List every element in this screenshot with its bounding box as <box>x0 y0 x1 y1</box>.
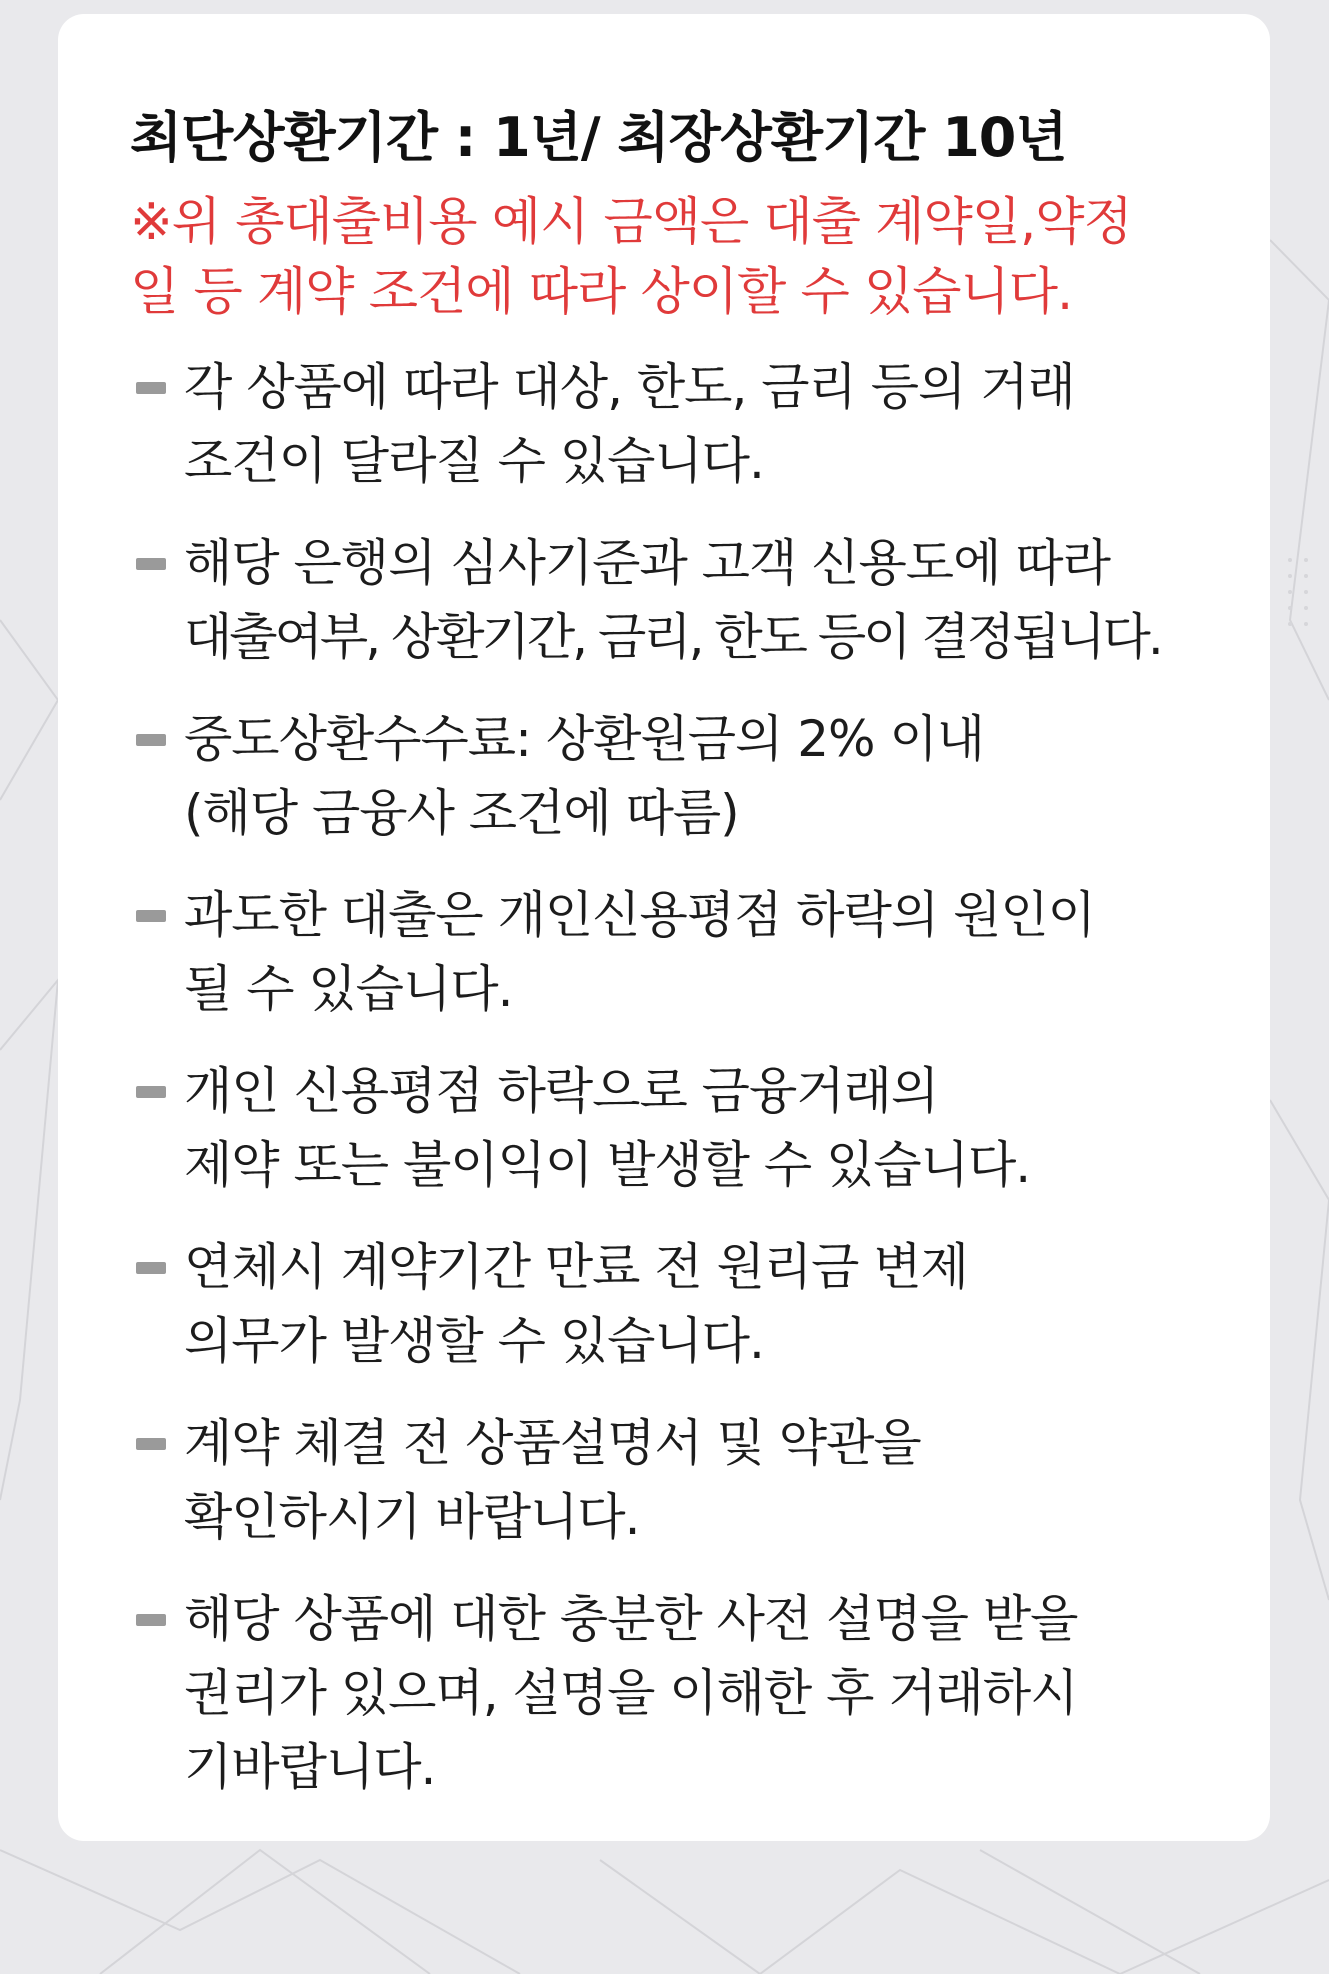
list-item <box>130 1406 1240 1554</box>
dash-bullet-icon <box>136 558 166 570</box>
dash-bullet-icon <box>136 382 166 394</box>
cost-disclaimer-notice <box>130 188 1240 328</box>
notice-card <box>58 14 1270 1841</box>
item-line: 개인 신용평점 하락으로 금융거래의 <box>184 1062 939 1120</box>
item-line: 될 수 있습니다. <box>184 960 513 1018</box>
item-line: 해당 은행의 심사기준과 고객 신용도에 따라 <box>184 534 1110 592</box>
list-item <box>130 1054 1240 1202</box>
item-line: 제약 또는 불이익이 발생할 수 있습니다. <box>184 1136 1031 1194</box>
item-line: 의무가 발생할 수 있습니다. <box>184 1312 764 1370</box>
item-line: 권리가 있으며, 설명을 이해한 후 거래하시 <box>184 1664 1078 1722</box>
repayment-period-headline: 최단상환기간 : 1년/ 최장상환기간 10년 <box>130 106 1067 169</box>
list-item <box>130 702 1240 850</box>
item-line: 연체시 계약기간 만료 전 원리금 변제 <box>184 1238 968 1296</box>
dash-bullet-icon <box>136 910 166 922</box>
dash-bullet-icon <box>136 1614 166 1626</box>
item-line: (해당 금융사 조건에 따름) <box>184 784 739 842</box>
list-item <box>130 1230 1240 1378</box>
notice-line: ※위 총대출비용 예시 금액은 대출 계약일,약정 <box>130 193 1132 252</box>
list-item <box>130 878 1240 1026</box>
disclosure-list <box>130 350 1240 1804</box>
item-line: 확인하시기 바랍니다. <box>184 1488 640 1546</box>
dash-bullet-icon <box>136 734 166 746</box>
list-item <box>130 1582 1240 1804</box>
item-line: 해당 상품에 대한 충분한 사전 설명을 받을 <box>184 1590 1078 1648</box>
dash-bullet-icon <box>136 1262 166 1274</box>
notice-line: 일 등 계약 조건에 따라 상이할 수 있습니다. <box>130 263 1073 322</box>
list-item <box>130 350 1240 498</box>
item-line: 계약 체결 전 상품설명서 및 약관을 <box>184 1414 921 1472</box>
item-line: 조건이 달라질 수 있습니다. <box>184 432 764 490</box>
dash-bullet-icon <box>136 1086 166 1098</box>
list-item <box>130 526 1240 674</box>
item-line: 기바랍니다. <box>184 1738 436 1796</box>
item-line: 과도한 대출은 개인신용평점 하락의 원인이 <box>184 886 1095 944</box>
dash-bullet-icon <box>136 1438 166 1450</box>
item-line: 중도상환수수료: 상환원금의 2% 이내 <box>184 710 985 768</box>
item-line: 대출여부, 상환기간, 금리, 한도 등이 결정됩니다. <box>184 608 1161 666</box>
item-line: 각 상품에 따라 대상, 한도, 금리 등의 거래 <box>184 358 1075 416</box>
